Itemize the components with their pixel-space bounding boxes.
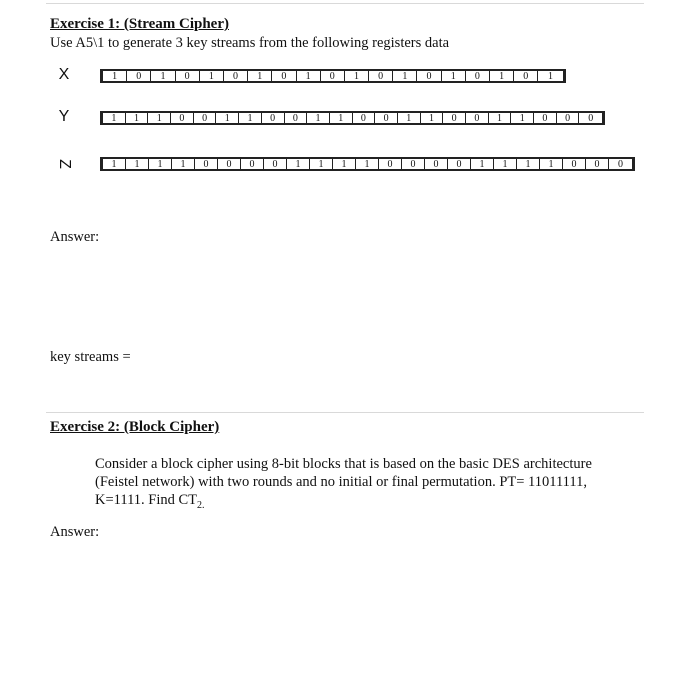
register-y-bit: 0 <box>262 113 285 123</box>
register-z-bit: 1 <box>494 159 517 169</box>
register-z-bit: 0 <box>241 159 264 169</box>
exercise2-title: Exercise 2: (Block Cipher) <box>50 419 220 435</box>
register-z-bit: 0 <box>448 159 471 169</box>
register-y-bit: 1 <box>330 113 353 123</box>
register-z-bit: 0 <box>618 159 623 170</box>
register-z-bit: 0 <box>264 159 287 169</box>
section-divider <box>46 412 644 413</box>
register-x-bit: 0 <box>224 71 248 81</box>
register-x-bit: 1 <box>103 71 127 81</box>
problem-line-3-text: K=1111. Find CT <box>95 492 198 508</box>
register-z-cells <box>100 157 635 171</box>
problem-line-1: Consider a block cipher using 8-bit blocks that is based on the basic DES architecture <box>95 456 592 472</box>
key-streams-label: key streams = <box>50 349 131 365</box>
exercise1-answer-label: Answer: <box>50 229 100 245</box>
problem-line-2: (Feistel network) with two rounds and no initial or final permutation. PT= 11011111, <box>95 474 587 490</box>
exercise2-answer-label: Answer: <box>50 524 100 540</box>
register-z-bit: 1 <box>149 159 172 169</box>
exercise1-instruction: Use A5\1 to generate 3 key streams from the following registers data <box>50 35 450 51</box>
register-z-bit: 1 <box>287 159 310 169</box>
register-y-bit: 1 <box>239 113 262 123</box>
register-y-bit: 1 <box>307 113 330 123</box>
register-y-bit: 1 <box>148 113 171 123</box>
register-y-bit: 0 <box>466 113 489 123</box>
register-z-bit: 1 <box>333 159 356 169</box>
register-y-bit: 1 <box>398 113 421 123</box>
register-z-bit: 0 <box>402 159 425 169</box>
register-y-bit: 0 <box>375 113 398 123</box>
register-y-bit: 0 <box>171 113 194 123</box>
register-x-bit: 0 <box>321 71 345 81</box>
register-y-bit: 1 <box>216 113 239 123</box>
register-x-label: X <box>58 66 70 83</box>
exercise2-problem <box>95 455 625 515</box>
register-y-bit: 1 <box>421 113 444 123</box>
register-x-bit: 1 <box>151 71 175 81</box>
register-x-bit: 0 <box>514 71 538 81</box>
register-x-bit: 0 <box>466 71 490 81</box>
register-z-bit: 1 <box>126 159 149 169</box>
register-z-bit: 1 <box>103 159 126 169</box>
register-y-bit: 0 <box>557 113 580 123</box>
register-z-bit: 0 <box>563 159 586 169</box>
register-x-cells <box>100 69 566 83</box>
ct-subscript: 2. <box>197 499 205 511</box>
register-z-label: Z <box>56 159 73 169</box>
register-x-bit: 0 <box>176 71 200 81</box>
register-x-bit: 1 <box>200 71 224 81</box>
register-y-bit: 0 <box>353 113 376 123</box>
register-y-bit: 1 <box>489 113 512 123</box>
register-y-label: Y <box>58 108 70 125</box>
register-x-bit: 1 <box>297 71 321 81</box>
register-z-bit: 0 <box>425 159 448 169</box>
register-y-bit: 1 <box>126 113 149 123</box>
problem-line-3 <box>95 491 625 515</box>
register-z-bit: 0 <box>586 159 609 169</box>
register-x-bit: 1 <box>547 71 553 82</box>
register-z-bit: 1 <box>540 159 563 169</box>
register-z-bit: 0 <box>379 159 402 169</box>
register-x-bit: 1 <box>248 71 272 81</box>
register-x-bit: 1 <box>490 71 514 81</box>
register-x-bit: 0 <box>127 71 151 81</box>
exercise1-title: Exercise 1: (Stream Cipher) <box>50 16 229 32</box>
register-y-bit: 1 <box>103 113 126 123</box>
register-x-bit: 1 <box>393 71 417 81</box>
register-z-bit: 1 <box>172 159 195 169</box>
register-x-bit: 1 <box>442 71 466 81</box>
register-y-bit: 0 <box>194 113 217 123</box>
register-y-bit: 0 <box>588 113 594 124</box>
register-y-cells <box>100 111 605 125</box>
register-z-bit: 1 <box>517 159 540 169</box>
register-z-bit: 0 <box>195 159 218 169</box>
top-divider <box>46 3 644 4</box>
register-z-bit: 1 <box>356 159 379 169</box>
register-x-bit: 0 <box>417 71 441 81</box>
register-z-bit: 0 <box>218 159 241 169</box>
register-y-bit: 0 <box>443 113 466 123</box>
register-y-bit: 0 <box>285 113 308 123</box>
register-y-bit: 0 <box>534 113 557 123</box>
register-z-bit: 1 <box>471 159 494 169</box>
register-z-bit: 1 <box>310 159 333 169</box>
register-x-bit: 1 <box>345 71 369 81</box>
register-x-bit: 0 <box>369 71 393 81</box>
register-y-bit: 1 <box>511 113 534 123</box>
register-x-bit: 0 <box>272 71 296 81</box>
